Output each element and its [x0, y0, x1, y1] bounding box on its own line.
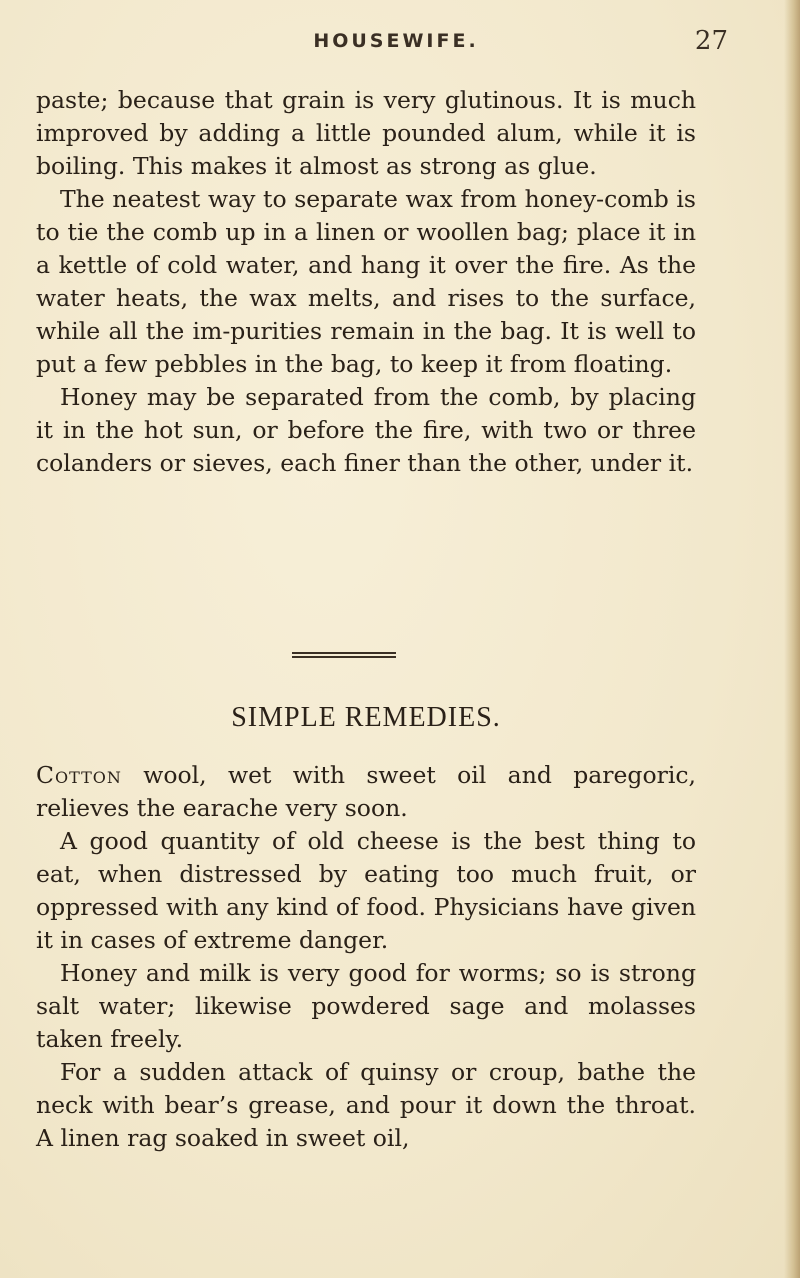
section-heading: SIMPLE REMEDIES.: [231, 702, 501, 733]
paragraph-lead-word: Cotton: [36, 761, 122, 789]
text-block-upper: [36, 84, 696, 480]
paragraph-cotton-wool-text: wool, wet with sweet oil and paregoric, relieves the earache very soon.: [36, 761, 696, 822]
paragraph-paste-continued: paste; because that grain is very glutinous. It is much improved by adding a little pounded alum, while it is boiling. This makes it almost as strong as glue.: [36, 86, 696, 180]
page-number: 27: [694, 26, 728, 56]
paragraph-separate-wax: The neatest way to separate wax from honey-comb is to tie the comb up in a linen or woollen bag; place it in a kettle of cold water, and hang it over the fire. As the water heats, the wax melts, and rises to the surface, while all the im-purities remain in the bag. It is well to put a few pebbles in the bag, to keep it from floating.: [36, 185, 696, 378]
text-block-remedies: [36, 759, 696, 1155]
section-divider-rule-bottom: [292, 656, 396, 658]
paragraph-separate-honey: Honey may be separated from the comb, by placing it in the hot sun, or before the fire, with two or three colanders or sieves, each finer than the other, under it.: [36, 383, 696, 477]
paragraph-quinsy-croup: For a sudden attack of quinsy or croup, bathe the neck with bear’s grease, and pour it down the throat. A linen rag soaked in sweet oil,: [36, 1058, 696, 1152]
paragraph-old-cheese: A good quantity of old cheese is the best thing to eat, when distressed by eating too much fruit, or oppressed with any kind of food. Physicians have given it in cases of extreme danger.: [36, 827, 696, 954]
section-divider-rule-top: [292, 652, 396, 654]
page-header: [36, 28, 756, 58]
paragraph-cotton-wool: [36, 759, 696, 825]
running-head: HOUSEWIFE.: [313, 30, 479, 52]
page-edge-shadow: [784, 0, 800, 1278]
paragraph-honey-milk: Honey and milk is very good for worms; so is strong salt water; likewise powdered sage and molasses taken freely.: [36, 959, 696, 1053]
